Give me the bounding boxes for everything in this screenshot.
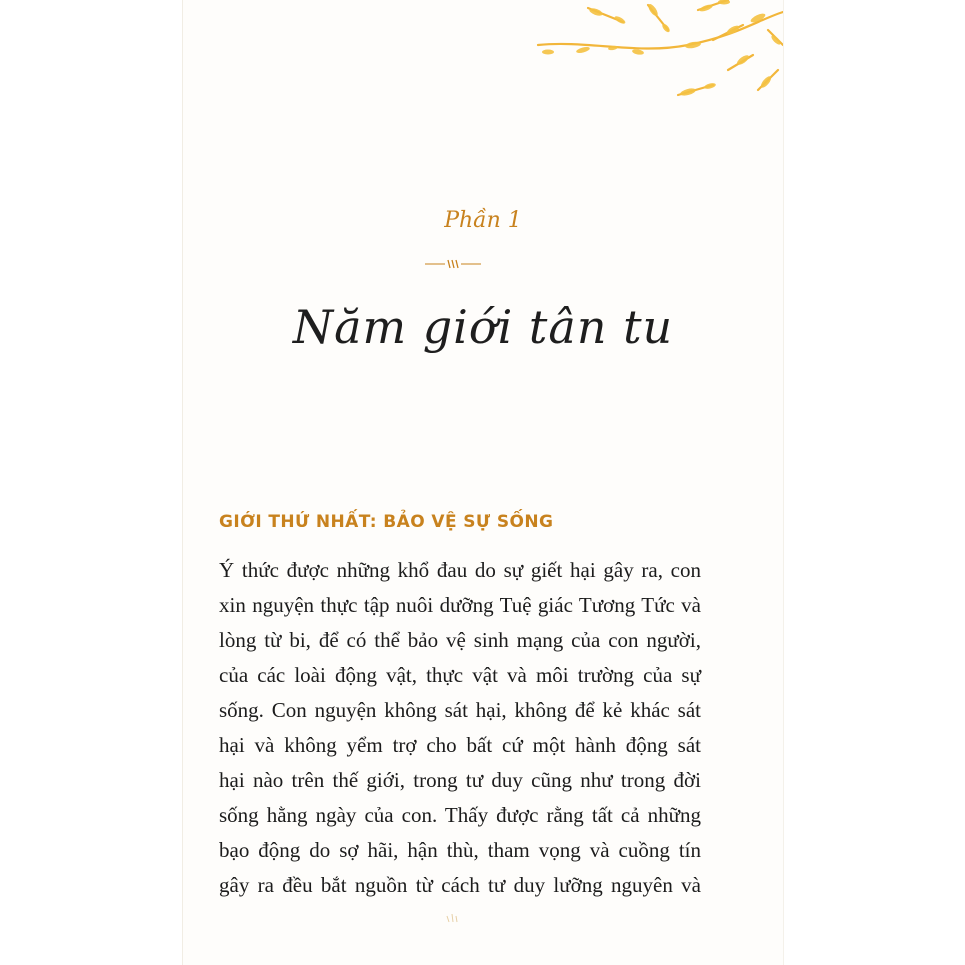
- body-line: lòng từ bi, để có thể bảo vệ sinh mạng của con người,: [219, 628, 701, 652]
- body-line: gây ra đều bắt nguồn từ cách tư duy lưỡng nguyên và: [219, 873, 701, 897]
- leaf-ornament-divider: [423, 257, 483, 271]
- body-line: hại và không yểm trợ cho bất cứ một hành động sát: [219, 733, 701, 757]
- section-heading: GIỚI THỨ NHẤT: BẢO VỆ SỰ SỐNG: [219, 512, 554, 532]
- body-line: sống hằng ngày của con. Thấy được rằng tất cả những: [219, 803, 701, 827]
- body-line: Ý thức được những khổ đau do sự giết hại gây ra, con: [219, 558, 701, 582]
- body-line: xin nguyện thực tập nuôi dưỡng Tuệ giác Tương Tức và: [219, 593, 701, 617]
- golden-branch-illustration: [528, 0, 783, 120]
- body-paragraph: [219, 553, 701, 903]
- book-page: [183, 0, 783, 965]
- part-label: Phần 1: [444, 208, 522, 233]
- body-line: sống. Con nguyện không sát hại, không để kẻ khác sát: [219, 698, 701, 722]
- small-ornament-mark: [423, 908, 483, 928]
- part-title: Năm giới tân tu: [292, 300, 674, 354]
- body-line: của các loài động vật, thực vật và môi trường của sự: [219, 663, 701, 687]
- body-line: bạo động do sợ hãi, hận thù, tham vọng và cuồng tín: [219, 838, 701, 862]
- body-line: hại nào trên thế giới, trong tư duy cũng như trong đời: [219, 768, 701, 792]
